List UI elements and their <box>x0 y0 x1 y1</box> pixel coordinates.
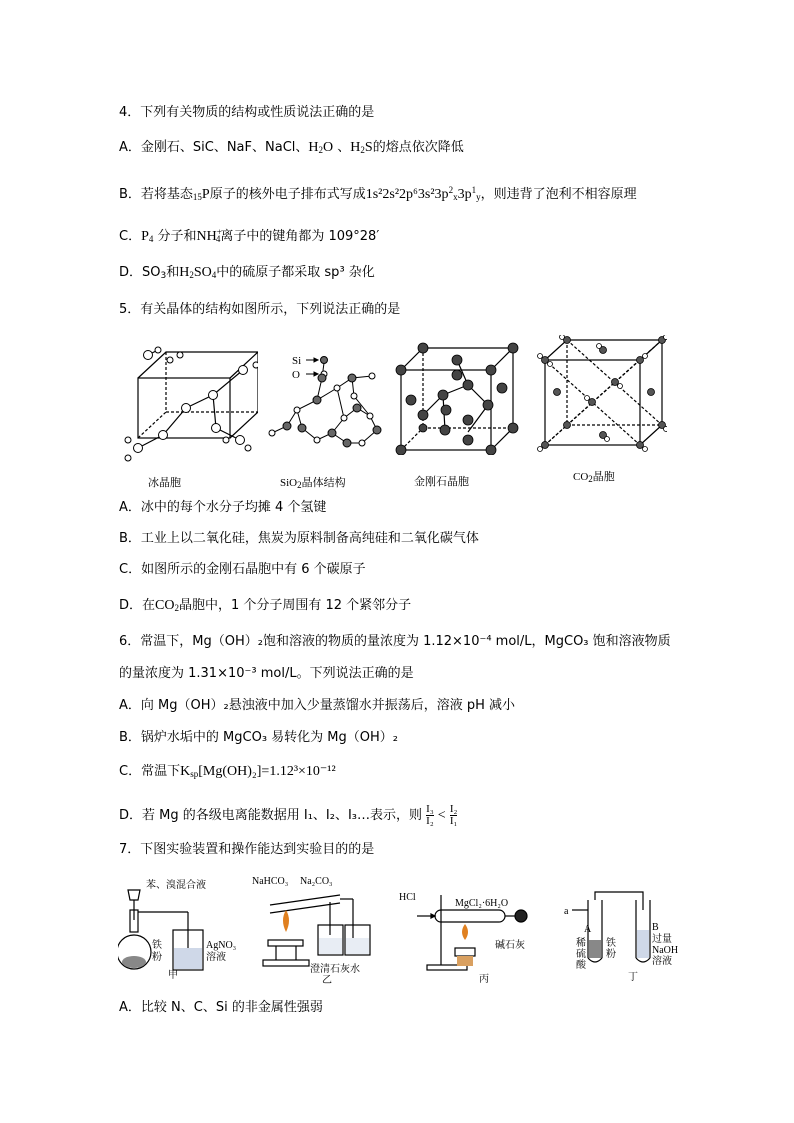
caption-sio2: SiO$_2$晶体结构 <box>280 477 346 490</box>
jia-label-solution: 溶液 <box>206 952 226 963</box>
q6-option-c: C．常温下$K_{sp}[Mg(OH)_2]=1.12^3\times 10^{-12}$ <box>119 764 336 779</box>
ding-label-a: a <box>564 906 569 917</box>
q4-option-a: A．金刚石、SiC、NaF、NaCl、$H_2O$ 、$H_2S$的熔点依次降低 <box>119 140 464 155</box>
diamond-crystal-figure <box>393 340 523 455</box>
jia-label-iron2: 粉 <box>152 952 162 963</box>
q5-option-a: A．冰中的每个水分子均摊 4 个氢键 <box>119 500 327 515</box>
fraction-i3-i2: $\frac{\text{I₃}}{\text{I₂}}$ <box>426 803 434 827</box>
q6-option-a: A．向 Mg（OH）₂悬浊液中加入少量蒸馏水并振荡后，溶液 pH 减小 <box>119 698 516 713</box>
formula-h2o: $H_2O$ <box>308 140 334 155</box>
q5-option-c: C．如图所示的金刚石晶胞中有 6 个碳原子 <box>119 562 366 577</box>
q6-stem-line1: 6．常温下，Mg（OH）₂饱和溶液的物质的量浓度为 1.12×10⁻⁴ mol/L，MgCO₃ 饱和溶液物质 <box>119 634 671 649</box>
yi-label-na2co3: Na₂CO₃ <box>300 876 333 887</box>
ding-label-B: B <box>652 922 659 933</box>
sio2-structure-figure <box>262 348 390 458</box>
q4-option-b: B．若将基态$_{15}$P原子的核外电子排布式写成$1s^22s^22p^63s^23p^2_x3p^1_y$，则违背了泡利不相容原理 <box>119 185 637 202</box>
apparatus-jia <box>118 870 243 985</box>
fraction-i2-i1: $\frac{\text{I₂}}{\text{I₁}}$ <box>449 803 458 827</box>
ding-label-A: A <box>584 924 592 935</box>
formula-nh4: $NH^+_4$ <box>196 227 222 244</box>
q6-option-d: D．若 Mg 的各级电离能数据用 I₁、I₂、I₃…表示，则 $\frac{\text{I₃}}{\text{I₂}}$ < $\frac{\text{I₂}}{\text{I₁}}$ <box>119 803 458 827</box>
q6-option-b: B．锅炉水垢中的 MgCO₃ 易转化为 Mg（OH）₂ <box>119 730 398 745</box>
co2-crystal-figure <box>537 335 667 455</box>
bing-label-mgcl2: MgCl₂·6H₂O <box>455 898 509 909</box>
q7-option-a: A．比较 N、C、Si 的非金属性强弱 <box>119 1000 323 1015</box>
caption-co2: $CO_2$晶胞 <box>573 471 615 484</box>
label-o: O <box>292 369 300 381</box>
caption-diamond: 金刚石晶胞 <box>414 476 469 488</box>
ding-label-sulfur: 硫 <box>576 949 586 960</box>
jia-label-benzene: 苯、溴混合液 <box>146 880 206 891</box>
ding-label-powder: 粉 <box>606 949 616 960</box>
ding-label-dilute: 稀 <box>576 938 586 949</box>
label-si: Si <box>292 355 302 367</box>
apparatus-ding <box>558 870 683 985</box>
ding-label-solution: 溶液 <box>652 956 672 967</box>
ding-label-acid: 酸 <box>576 960 586 971</box>
q4-option-d: D．$SO_3$和$H_2SO_4$中的硫原子都采取 sp³ 杂化 <box>119 265 375 281</box>
ding-label-excess: 过量 <box>652 934 672 945</box>
ding-label-naoh: NaOH <box>652 945 679 956</box>
ding-name: 丁 <box>628 972 638 983</box>
caption-ice: 冰晶胞 <box>148 477 181 489</box>
jia-name: 甲 <box>168 970 178 981</box>
jia-label-iron1: 铁 <box>152 940 162 951</box>
ice-crystal-figure <box>118 340 258 470</box>
bing-label-sodalime: 碱石灰 <box>495 940 525 951</box>
bing-name: 丙 <box>479 974 489 985</box>
yi-label-nahco3: NaHCO₃ <box>252 876 289 887</box>
q5-option-b: B．工业上以二氧化硅，焦炭为原料制备高纯硅和二氧化碳气体 <box>119 531 479 546</box>
electron-config: $1s^22s^22p^63s^23p^2_x3p^1_y$ <box>365 185 481 202</box>
q5-option-d: D．在$CO_2$晶胞中，1 个分子周围有 12 个紧邻分子 <box>119 598 412 613</box>
yi-label-limewater: 澄清石灰水 <box>310 964 360 975</box>
q4-option-c: C．$P_4$ 分子和$NH^+_4$离子中的键角都为 109°28′ <box>119 227 380 244</box>
formula-h2s: $H_2S$ <box>350 140 373 155</box>
ding-label-iron: 铁 <box>606 938 616 949</box>
apparatus-bing <box>397 870 532 985</box>
jia-label-agno3: AgNO₃ <box>206 940 237 951</box>
q5-stem: 5．有关晶体的结构如图所示，下列说法正确的是 <box>119 302 401 317</box>
q7-stem: 7．下图实验装置和操作能达到实验目的的是 <box>119 842 375 857</box>
q6-stem-line2: 的量浓度为 1.31×10⁻³ mol/L。下列说法正确的是 <box>119 666 414 681</box>
apparatus-yi <box>248 870 383 985</box>
bing-label-hcl: HCl <box>399 892 416 903</box>
q4-stem: 4．下列有关物质的结构或性质说法正确的是 <box>119 105 375 120</box>
yi-name: 乙 <box>322 975 332 985</box>
q4-a-text: A．金刚石、SiC、NaF、NaCl、 <box>119 140 309 155</box>
